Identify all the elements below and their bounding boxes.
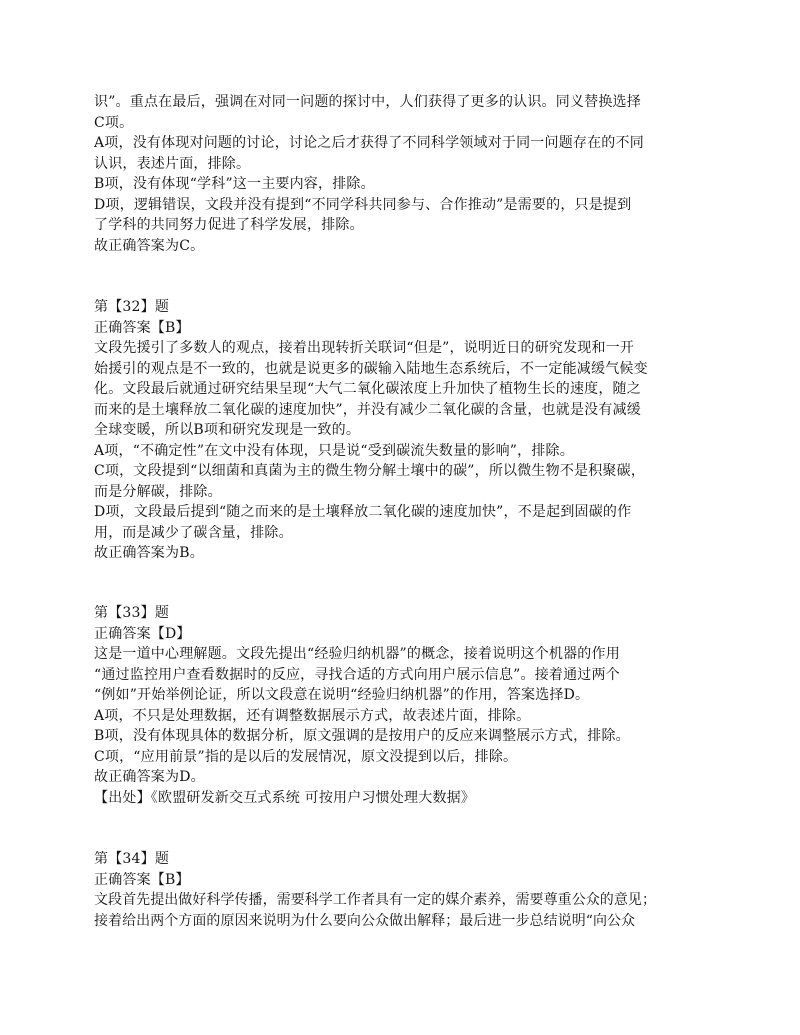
text-line: 接着给出两个方面的原因来说明为什么要向公众做出解释；最后进一步总结说明“向公众: [94, 912, 636, 929]
question-number: 第【33】题: [94, 605, 170, 621]
question-32: [94, 297, 724, 564]
text-line: “例如”开始举例论证，所以文段意在说明“经验归纳机器”的作用，答案选择D。: [94, 687, 590, 703]
text-line: 化。文段最后就通过研究结果呈现“大气二氧化碳浓度上升加快了植物生长的速度，随之: [94, 381, 641, 397]
text-line: C项。: [94, 114, 134, 131]
question-number: 第【34】题: [94, 851, 170, 867]
text-line: 而来的是土壤释放二氧化碳的速度加快”，并没有减少二氧化碳的含量，也就是没有减缓: [94, 401, 641, 418]
text-line: 文段首先提出做好科学传播，需要科学工作者具有一定的媒介素养，需要尊重公众的意见；: [94, 892, 656, 908]
answer-explanation-continued: [94, 92, 724, 256]
text-line: A项，不只是处理数据，还有调整数据展示方式，故表述片面，排除。: [94, 707, 531, 724]
text-line: B项，没有体现“学科”这一主要内容，排除。: [94, 176, 375, 192]
text-line: 这是一道中心理解题。文段先提出“经验归纳机器”的概念，接着说明这个机器的作用: [94, 646, 620, 662]
text-line: D项，逻辑错误，文段并没有提到“不同学科共同参与、合作推动”是需要的，只是提到: [94, 196, 632, 213]
text-line: 认识，表述片面，排除。: [94, 155, 251, 172]
text-line: D项，文段最后提到“随之而来的是土壤释放二氧化碳的速度加快”，不是起到固碳的作: [94, 504, 632, 520]
text-line: C项，“应用前景”指的是以后的发展情况，原文没提到以后，排除。: [94, 748, 518, 765]
question-33: [94, 603, 724, 808]
text-line: 而是分解碳，排除。: [94, 483, 222, 500]
source-citation: 【出处】《欧盟研发新交互式系统 可按用户习惯处理大数据》: [94, 789, 476, 806]
text-line: 文段先援引了多数人的观点，接着出现转折关联词“但是”，说明近日的研究发现和一开: [94, 340, 635, 356]
text-line: 始援引的观点是不一致的，也就是说更多的碳输入陆地生态系统后，不一定能减缓气候变: [94, 360, 648, 377]
text-line: 故正确答案为B。: [94, 545, 204, 561]
text-line: 识”。重点在最后，强调在对同一问题的探讨中，人们获得了更多的认识。同义替换选择: [94, 94, 641, 110]
text-line: 故正确答案为C。: [94, 237, 205, 254]
text-line: 故正确答案为D。: [94, 769, 205, 785]
text-line: A项，“不确定性”在文中没有体现，只是说“受到碳流失数量的影响”，排除。: [94, 442, 574, 459]
correct-answer: 正确答案【D】: [94, 625, 191, 642]
question-34: [94, 849, 724, 931]
text-line: 用，而是减少了碳含量，排除。: [94, 524, 293, 541]
correct-answer: 正确答案【B】: [94, 871, 190, 888]
text-line: C项，文段提到“以细菌和真菌为主的微生物分解土壤中的碳”，所以微生物不是积聚碳，: [94, 463, 646, 479]
correct-answer: 正确答案【B】: [94, 319, 190, 336]
question-number: 第【32】题: [94, 299, 170, 315]
text-line: 全球变暖，所以B项和研究发现是一致的。: [94, 422, 361, 438]
text-line: 了学科的共同努力促进了科学发展，排除。: [94, 217, 364, 233]
text-line: “通过监控用户查看数据时的反应，寻找合适的方式向用户展示信息”。接着通过两个: [94, 666, 620, 683]
text-line: A项，没有体现对问题的讨论，讨论之后才获得了不同科学领域对于同一问题存在的不同: [94, 135, 644, 151]
text-line: B项，没有体现具体的数据分析，原文强调的是按用户的反应来调整展示方式，排除。: [94, 728, 630, 744]
